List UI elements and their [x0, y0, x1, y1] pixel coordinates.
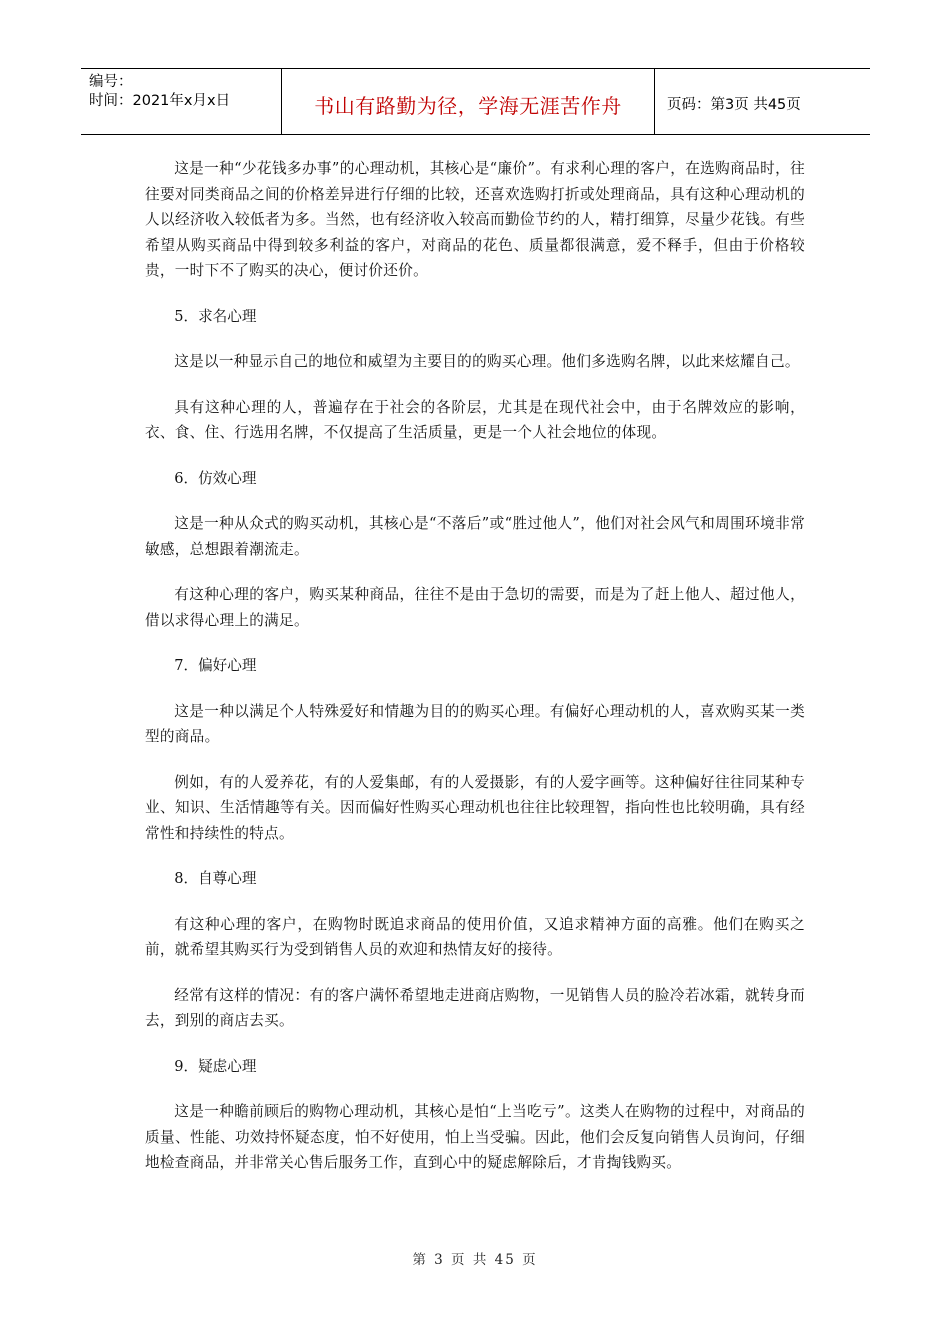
section-heading-7: 7．偏好心理: [174, 657, 257, 674]
paragraph: 具有这种心理的人，普遍存在于社会的各阶层，尤其是在现代社会中，由于名牌效应的影响，衣、食、住、行选用名牌，不仅提高了生活质量，更是一个人社会地位的体现。: [145, 398, 805, 441]
paragraph: 有这种心理的客户，在购物时既追求商品的使用价值，又追求精神方面的高雅。他们在购买之前，就希望其购买行为受到销售人员的欢迎和热情友好的接待。: [145, 915, 805, 958]
paragraph: 这是以一种显示自己的地位和威望为主要目的的购买心理。他们多选购名牌，以此来炫耀自己。: [174, 353, 800, 370]
paragraph: 有这种心理的客户，购买某种商品，往往不是由于急切的需要，而是为了赶上他人、超过他人，借以求得心理上的满足。: [145, 586, 805, 629]
number-label: 编号：: [89, 74, 133, 90]
paragraph: 例如，有的人爱养花，有的人爱集邮，有的人爱摄影，有的人爱字画等。这种偏好往往同某种专业、知识、生活情趣等有关。因而偏好性购买心理动机也往往比较理智，指向性也比较明确，具有经常性和持续性的特点。: [145, 773, 805, 842]
header-motto: 书山有路勤为径，学海无涯苦作舟: [282, 69, 655, 134]
section-heading-9: 9．疑虑心理: [174, 1057, 257, 1075]
section-heading-5: 5．求名心理: [174, 307, 257, 325]
section-heading-8: 8．自尊心理: [174, 870, 257, 887]
paragraph: 这是一种以满足个人特殊爱好和情趣为目的的购买心理。有偏好心理动机的人，喜欢购买某一类型的商品。: [145, 702, 805, 745]
paragraph: 这是一种“少花钱多办事”的心理动机，其核心是“廉价”。有求利心理的客户，在选购商品时，往往要对同类商品之间的价格差异进行仔细的比较，还喜欢选购打折或处理商品，具有这种心理动机的人以经济收入较低者为多。当然，也有经济收入较高而勤俭节约的人，精打细算，尽量少花钱。有些希望从购买商品中得到较多利益的客户，对商品的花色、质量都很满意，爱不释手，但由于价格较贵，一时下不了购买的决心，便讨价还价。: [145, 160, 805, 279]
paragraph: 这是一种瞻前顾后的购物心理动机，其核心是怕“上当吃亏”。这类人在购物的过程中，对商品的质量、性能、功效持怀疑态度，怕不好使用，怕上当受骗。因此，他们会反复向销售人员询问，仔细地检查商品，并非常关心售后服务工作，直到心中的疑虑解除后，才肯掏钱购买。: [145, 1103, 805, 1171]
header-page-info: 页码：第3页 共45页: [667, 97, 801, 113]
header-meta: [81, 69, 282, 134]
date-label: 时间：2021年x月x日: [89, 93, 231, 109]
page-footer: 第 3 页 共 45 页: [412, 1252, 538, 1268]
page-header: [81, 68, 870, 135]
section-heading-6: 6．仿效心理: [174, 469, 257, 487]
paragraph: 这是一种从众式的购买动机，其核心是“不落后”或“胜过他人”，他们对社会风气和周围环境非常敏感，总想跟着潮流走。: [145, 515, 805, 558]
document-body: [145, 156, 805, 1176]
paragraph: 经常有这样的情况：有的客户满怀希望地走进商店购物，一见销售人员的脸冷若冰霜，就转身而去，到别的商店去买。: [145, 986, 805, 1029]
